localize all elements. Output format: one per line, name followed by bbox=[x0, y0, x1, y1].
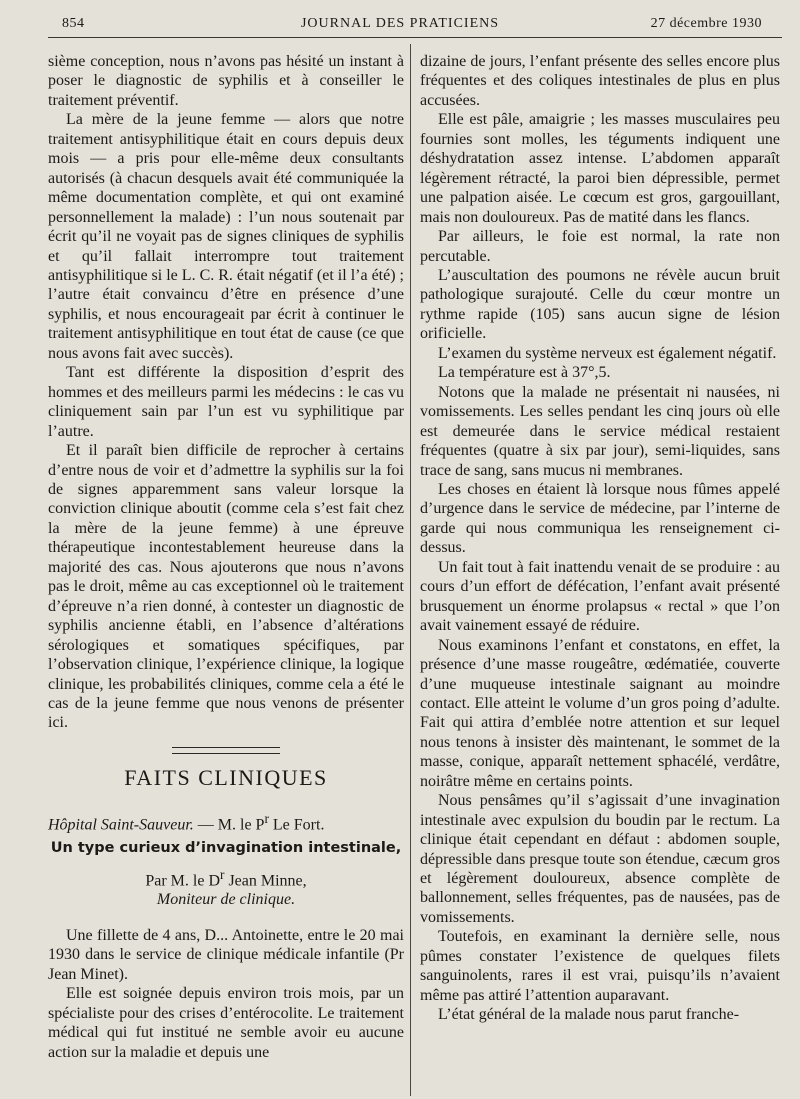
paragraph: La température est à 37°,5. bbox=[438, 364, 611, 382]
section-ornament-rule bbox=[172, 747, 280, 754]
paragraph: Nous examinons l’enfant et constatons, en effet, la présence d’une masse rougeâtre, œdématiée, couverte d’une muqueuse intestinale saignant au moindre contact. Elle atteint le volume d’un gros poing d’adulte. Fait qui attira d’emblée notre attention et sur lequel nous tenons à insister dès maintenant, le sommet de la masse, conique, apparaît nettement sphacélé, verdâtre, noirâtre même en certains points. bbox=[420, 636, 780, 790]
journal-title: JOURNAL DES PRATICIENS bbox=[300, 16, 500, 31]
hospital-professor-prefix: — M. le P bbox=[197, 816, 265, 834]
hospital-professor-name: Le Fort. bbox=[268, 816, 325, 834]
hospital-name: Hôpital Saint-Sauveur. bbox=[48, 816, 194, 834]
issue-date: 27 décembre 1930 bbox=[650, 16, 762, 31]
paragraph: Elle est soignée depuis environ trois mois, par un spécialiste pour des crises d’entérocolite. Le traitement médical qui fut institué ne semble avoir eu aucune action sur la maladie et depuis une bbox=[48, 985, 404, 1061]
paragraph: Nous pensâmes qu’il s’agissait d’une invagination intestinale avec expulsion du boudin par le rectum. La clinique était cependant en défaut : abdomen souple, dépressible dans presque toute son étendue, cæcum gros et légèrement douloureux, absence complète de ballonnement, selles fréquentes, pas de nausées, pas de vomissements. bbox=[420, 792, 780, 926]
paragraph: sième conception, nous n’avons pas hésité un instant à poser le diagnostic de syphilis et à conseiller le traitement préventif. bbox=[48, 53, 404, 109]
author-sup: r bbox=[220, 866, 225, 882]
paragraph: Toutefois, en examinant la dernière selle, nous pûmes constater l’existence de quelques filets sanguinolents, rares il est vrai, puisqu’ils n’avaient même pas attiré l’attention auparavant. bbox=[420, 928, 780, 1004]
author-role: Moniteur de clinique. bbox=[156, 891, 296, 909]
author-name: Jean Minne, bbox=[224, 871, 307, 889]
running-header bbox=[0, 12, 800, 38]
paragraph: Et il paraît bien difficile de reprocher à certains d’entre nous de voir et d’admettre la syphilis sur la foi de signes apparemment sans valeur lorsque la conviction clinique aboutit (comme cela s’est fait chez la mère de la jeune femme) à une épreuve thérapeutique incontestablement heureuse dans la majorité des cas. Nous ajouterons que nous n’avons pas le droit, même au cas exceptionnel où le traitement d’épreuve n’a rien donné, à contester un diagnostic de syphilis ancienne établi, en l’absence d’altérations sérologiques et somatiques spécifiques, par l’observation clinique, l’expérience clinique, la logique clinique, les probabilités cliniques, comme cela a été le cas de la jeune femme que nous venons de présenter ici. bbox=[48, 442, 404, 732]
paragraph: La mère de la jeune femme — alors que notre traitement antisyphilitique était en cours depuis deux mois — a pris pour elle-même deux consultants autorisés (à chacun desquels avait été communiquée la même documentation complète, et qui ont examiné personnellement la malade) : l’un nous soutenait par écrit qu’il ne voyait pas de signes cliniques de syphilis et qu’il fallait interrompre tout traitement antisyphilitique si le L. C. R. était négatif (et il l’a été) ; l’autre était convaincu d’être en présence d’une syphilis, et nous encourageait par écrit à continuer le traitement antisyphilitique en tout état de cause (ce que nous avons fait avec succès). bbox=[48, 111, 404, 362]
page-number: 854 bbox=[62, 16, 85, 31]
paragraph: L’examen du système nerveux est également négatif. bbox=[438, 344, 777, 362]
paragraph: L’auscultation des poumons ne révèle aucun bruit pathologique surajouté. Celle du cœur montre un rythme rapide (105) sans aucun signe de lésion orificielle. bbox=[420, 266, 780, 343]
paragraph: Tant est différente la disposition d’esprit des hommes et des meilleurs parmi les médecins : le cas vu cliniquement sain par l’un est vu syphilitique par l’autre. bbox=[48, 364, 404, 440]
left-column bbox=[48, 52, 404, 1062]
paragraph: L’état général de la malade nous parut franche- bbox=[438, 1006, 740, 1024]
paragraph: dizaine de jours, l’enfant présente des selles encore plus fréquentes et des coliques intestinales de plus en plus accusées. bbox=[420, 53, 780, 109]
paragraph: Notons que la malade ne présentait ni nausées, ni vomissements. Les selles pendant les cinq jours où elle est demeurée dans le service médical restaient fréquentes (quatre à six par jour), semi-liquides, sans trace de sang, sans mucus ni membranes. bbox=[420, 383, 780, 479]
column-divider bbox=[410, 44, 411, 1096]
paragraph: Les choses en étaient là lorsque nous fûmes appelé d’urgence dans le service de médecine, par l’interne de garde qui nous communiqua les renseignement ci-dessus. bbox=[420, 480, 780, 557]
header-rule bbox=[48, 37, 782, 38]
author-line bbox=[48, 865, 404, 891]
paragraph: Un fait tout à fait inattendu venait de se produire : au cours d’un effort de défécation, l’enfant avait présenté brusquement un énorme prolapsus « rectal » que l’on avait vainement essayé de réduire. bbox=[420, 558, 780, 635]
article-title: Un type curieux d’invagination intestinale, bbox=[50, 840, 402, 857]
hospital-professor-sup: r bbox=[264, 811, 269, 827]
right-column bbox=[420, 52, 780, 1025]
section-title: FAITS CLINIQUES bbox=[124, 764, 328, 790]
paragraph: Par ailleurs, le foie est normal, la rate non percutable. bbox=[420, 228, 780, 265]
author-prefix: Par M. le D bbox=[145, 871, 220, 889]
hospital-line bbox=[48, 809, 404, 835]
paragraph: Elle est pâle, amaigrie ; les masses musculaires peu fournies sont molles, les téguments indiquent une déshydratation assez intense. L’abdomen apparaît légèrement rétracté, la paroi bien dépressible, permet une palpation aisée. Le cœcum est gros, gargouillant, mais non douloureux. Pas de matité dans les flancs. bbox=[420, 111, 780, 226]
paragraph: Une fillette de 4 ans, D... Antoinette, entre le 20 mai 1930 dans le service de clinique médicale infantile (Pr Jean Minet). bbox=[48, 926, 404, 983]
